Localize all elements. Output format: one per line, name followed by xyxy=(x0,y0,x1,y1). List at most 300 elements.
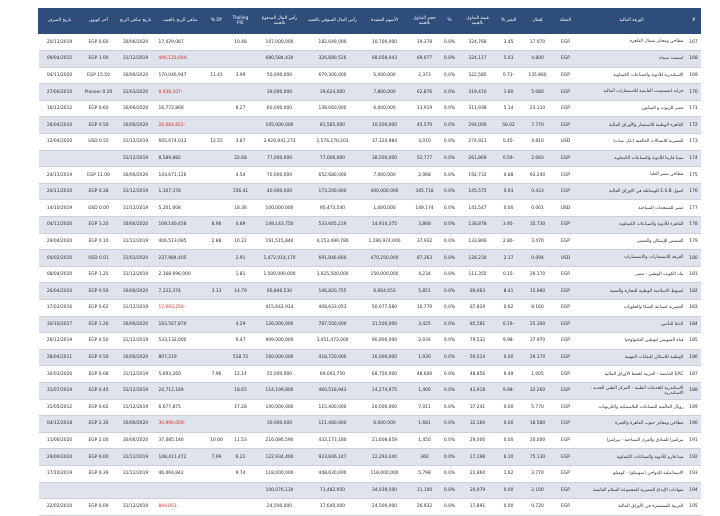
table-row[interactable] xyxy=(39,449,701,466)
security-name[interactable]: اصول E.S.B للوساطة في الاوراق المالية xyxy=(577,183,687,200)
currency-cell: EGP xyxy=(555,349,577,366)
profit-date-cell: 31/03/2020 xyxy=(117,250,155,267)
coupon-cell: EGP 1.25 xyxy=(81,266,117,283)
currency-cell: EGP xyxy=(555,51,577,68)
listed-shares-cell: 400,000,000 xyxy=(361,183,409,200)
row-index: 189 xyxy=(687,399,701,416)
listed-shares-cell: 90,900,000 xyxy=(361,333,409,350)
security-name[interactable]: العصرية لصناعة الشكا والحلويات xyxy=(577,300,687,317)
pe-cell: 18.36 xyxy=(227,200,255,217)
dividend-yield-cell xyxy=(207,499,227,516)
percent-cell: 0.0% xyxy=(441,183,459,200)
table-row[interactable] xyxy=(39,200,701,217)
paid-capital-cell: 107,000,000 xyxy=(255,34,305,51)
table-row[interactable] xyxy=(39,416,701,433)
net-profit-cell: 148,411,472 xyxy=(155,449,207,466)
coupon-date-cell: 08/04/2020 xyxy=(39,266,81,283)
currency-cell: EGP xyxy=(555,67,577,84)
security-name[interactable]: شهادات الإيداع المصرية للمجموعة السلام القابضة xyxy=(577,482,687,499)
profit-date-cell: 31/12/2019 xyxy=(117,465,155,482)
listed-shares-cell: 1,000,000 xyxy=(361,200,409,217)
coupon-date-cell: 11/06/2020 xyxy=(39,432,81,449)
currency-cell: EGP xyxy=(555,150,577,167)
percent-cell: 0.0% xyxy=(441,499,459,516)
header-dy[interactable]: DY % xyxy=(207,8,227,34)
paid-capital-cell: 2,920,941,273 xyxy=(255,134,305,151)
table-row[interactable] xyxy=(39,300,701,317)
table-row[interactable] xyxy=(39,382,701,399)
header-security[interactable]: الورقة المالية xyxy=(577,8,687,34)
pe-cell: 9.74 xyxy=(227,465,255,482)
change-cell: 0.00 xyxy=(497,432,521,449)
volume-cell: 87,363 xyxy=(409,250,441,267)
header-market-value[interactable]: رأس المال السوقي بالجنيه xyxy=(305,8,361,34)
security-name[interactable]: العرفة للاستثمارات والاستشارات xyxy=(577,250,687,267)
profit-date-cell: 31/12/2019 xyxy=(117,200,155,217)
row-index: 181 xyxy=(687,266,701,283)
coupon-date-cell: 24/11/2010 xyxy=(39,183,81,200)
volume-cell: 26,932 xyxy=(409,499,441,516)
net-profit-cell: -30,996,000 xyxy=(155,416,207,433)
coupon-cell: EGP 0.50 xyxy=(81,117,117,134)
change-cell: 5.03 xyxy=(497,51,521,68)
coupon-cell: USD 0.55 xyxy=(81,134,117,151)
market-cap-cell: 77,000,000 xyxy=(305,150,361,167)
table-row[interactable] xyxy=(39,333,701,350)
table-row[interactable] xyxy=(39,34,701,51)
row-index: 188 xyxy=(687,382,701,399)
pe-cell: 2.91 xyxy=(227,250,255,267)
trade-value-cell: 87,829 xyxy=(459,300,497,317)
security-name[interactable]: قناة السويس لتوطين التكنولوجيا xyxy=(577,333,687,350)
coupon-date-cell: 31/07/2019 xyxy=(39,382,81,399)
paid-capital-cell: 100,076,130 xyxy=(255,482,305,499)
security-name[interactable]: الدلتا للتأمين xyxy=(577,316,687,333)
change-cell: 3.45 xyxy=(497,34,521,51)
table-row[interactable] xyxy=(39,233,701,250)
header-currency[interactable]: العملة xyxy=(555,8,577,34)
stock-table-wrapper xyxy=(38,8,700,516)
table-row[interactable] xyxy=(39,482,701,499)
table-row[interactable] xyxy=(39,399,701,416)
profit-date-cell: 31/12/2019 xyxy=(117,449,155,466)
currency-cell: EGP xyxy=(555,266,577,283)
listed-shares-cell: 31,500,000 xyxy=(361,316,409,333)
dividend-yield-cell: 3.13 xyxy=(207,283,227,300)
market-cap-cell: 2,576,270,203 xyxy=(305,134,361,151)
profit-date-cell: 31/12/2019 xyxy=(117,150,155,167)
market-cap-cell: 3,925,500,000 xyxy=(305,266,361,283)
header-volume[interactable]: حجم التداول بالجنيه xyxy=(409,8,441,34)
percent-cell: 0.0% xyxy=(441,167,459,184)
trade-value-cell: 294,000 xyxy=(459,117,497,134)
profit-date-cell: 31/12/2019 xyxy=(117,233,155,250)
percent-cell: 0.0% xyxy=(441,34,459,51)
paid-capital-cell: 216,086,590 xyxy=(255,432,305,449)
change-cell: 5.14 xyxy=(497,100,521,117)
coupon-cell: EGP 0.10 xyxy=(81,233,117,250)
trade-value-cell: 27,198 xyxy=(459,449,497,466)
header-change[interactable]: التغير % xyxy=(497,8,521,34)
security-name[interactable]: رويال العالمية للصناعات البلاستيكية والكرتونات xyxy=(577,399,687,416)
volume-cell: 37,932 xyxy=(409,233,441,250)
currency-cell: USD xyxy=(555,200,577,217)
listed-shares-cell: 50,077,580 xyxy=(361,300,409,317)
listed-shares-cell: 68,750,000 xyxy=(361,366,409,383)
listed-shares-cell: 34,039,500 xyxy=(361,482,409,499)
net-profit-cell: 170,046,947 xyxy=(155,67,207,84)
percent-cell: 0.0% xyxy=(441,349,459,366)
currency-cell: EGP xyxy=(555,167,577,184)
change-cell: 0.00 xyxy=(497,200,521,217)
profit-date-cell: 31/12/2019 xyxy=(117,333,155,350)
trade-value-cell: 43,918 xyxy=(459,382,497,399)
trade-value-cell: 138,878 xyxy=(459,217,497,234)
volume-cell: 4,010 xyxy=(409,134,441,151)
table-row[interactable] xyxy=(39,499,701,516)
row-index: 193 xyxy=(687,465,701,482)
net-profit-cell: -26,084,822 xyxy=(155,117,207,134)
table-row[interactable] xyxy=(39,167,701,184)
percent-cell: 0.0% xyxy=(441,465,459,482)
change-cell: -9.98 xyxy=(497,333,521,350)
listed-shares-cell: 6,664,653 xyxy=(361,283,409,300)
listed-shares-cell: 12,293,440 xyxy=(361,449,409,466)
percent-cell: 0.0% xyxy=(441,283,459,300)
header-market-cap[interactable]: قيمة التداول بالجنيه xyxy=(459,8,497,34)
table-row[interactable] xyxy=(39,465,701,482)
security-name[interactable]: بنك الكويت الوطني - مصر xyxy=(577,266,687,283)
volume-cell: 5,851 xyxy=(409,283,441,300)
trade-value-cell: 324,117 xyxy=(459,51,497,68)
dividend-yield-cell xyxy=(207,333,227,350)
row-index: 192 xyxy=(687,449,701,466)
currency-cell: EGP xyxy=(555,416,577,433)
profit-date-cell: 31/12/2019 xyxy=(117,134,155,151)
security-name[interactable]: الوطنية للاسكان للنقابات المهنية xyxy=(577,349,687,366)
table-row[interactable] xyxy=(39,134,701,151)
pe-cell: 3.99 xyxy=(227,67,255,84)
close-price-cell: 26.170 xyxy=(521,349,555,366)
dividend-yield-cell: 8.96 xyxy=(207,217,227,234)
security-name[interactable]: العربية للسمسرة في الأوراق المالية xyxy=(577,499,687,516)
volume-cell: 1,450 xyxy=(409,432,441,449)
currency-cell: EGP xyxy=(555,499,577,516)
change-cell: 1.60 xyxy=(497,84,521,101)
change-cell: -3.95 xyxy=(497,217,521,234)
security-name[interactable]: الاسكندرية للأدوية والصناعات الكيماوية xyxy=(577,67,687,84)
security-name[interactable]: القاهرة الوطنية للاستثمار والأوراق المالية xyxy=(577,117,687,134)
market-cap-cell: 173,200,000 xyxy=(305,183,361,200)
header-idx[interactable]: # xyxy=(687,8,701,34)
coupon-date-cell: 04/12/2018 xyxy=(39,416,81,433)
trade-value-cell: 50,514 xyxy=(459,349,497,366)
table-row[interactable] xyxy=(39,349,701,366)
percent-cell: 0.0% xyxy=(441,482,459,499)
change-cell: 6.10 xyxy=(497,449,521,466)
net-profit-cell: 7,222,374 xyxy=(155,283,207,300)
paid-capital-cell: 40,000,000 xyxy=(255,183,305,200)
profit-date-cell: 30/06/2020 xyxy=(117,167,155,184)
security-name[interactable]: مطاحن ومخابز جنوب القاهرة والجيزة xyxy=(577,416,687,433)
trade-value-cell: 17,891 xyxy=(459,499,497,516)
profit-date-cell: 31/03/2020 xyxy=(117,84,155,101)
row-index: 175 xyxy=(687,167,701,184)
paid-capital-cell: 66,846,530 xyxy=(255,283,305,300)
percent-cell: 0.0% xyxy=(441,366,459,383)
security-name[interactable]: الشمس للإسكان والتعمير xyxy=(577,233,687,250)
table-row[interactable] xyxy=(39,150,701,167)
percent-cell: 0.0% xyxy=(441,416,459,433)
table-row[interactable] xyxy=(39,250,701,267)
paid-capital-cell: 160,000,000 xyxy=(255,349,305,366)
net-profit-cell: -8,938,107 xyxy=(155,84,207,101)
paid-capital-cell: 126,000,000 xyxy=(255,316,305,333)
net-profit-cell: 46,066,942 xyxy=(155,465,207,482)
close-price-cell: 2.100 xyxy=(521,482,555,499)
coupon-cell: EGP 0.08 xyxy=(81,366,117,383)
header-shares[interactable]: الأسهم المقيدة xyxy=(361,8,409,34)
volume-cell: 10,770 xyxy=(409,300,441,317)
volume-cell: 7,011 xyxy=(409,399,441,416)
trade-value-cell: 133,866 xyxy=(459,233,497,250)
row-index: 173 xyxy=(687,134,701,151)
close-price-cell: 32.260 xyxy=(521,382,555,399)
trade-value-cell: 324,768 xyxy=(459,34,497,51)
pe-cell: 6.22 xyxy=(227,449,255,466)
security-name[interactable]: اسمنت سيناء xyxy=(577,51,687,68)
dividend-yield-cell xyxy=(207,200,227,217)
row-index: 185 xyxy=(687,333,701,350)
table-row[interactable] xyxy=(39,84,701,101)
table-row[interactable] xyxy=(39,366,701,383)
trade-value-cell: 145,575 xyxy=(459,183,497,200)
coupon-cell: EGP 3.20 xyxy=(81,217,117,234)
currency-cell: EGP xyxy=(555,217,577,234)
security-name[interactable]: EAC القابضة - العربية لحفظ الأوراق المالية xyxy=(577,366,687,383)
trade-value-cell: 37,241 xyxy=(459,399,497,416)
volume-cell: 1,681 xyxy=(409,416,441,433)
percent-cell: 0.0% xyxy=(441,200,459,217)
table-row[interactable] xyxy=(39,117,701,134)
listed-shares-cell: 1,196,974,000 xyxy=(361,233,409,250)
change-cell: 0.00 xyxy=(497,399,521,416)
row-index: 178 xyxy=(687,217,701,234)
security-name[interactable]: بيراميزا للفنادق والقرى السياحية - بيراميزا xyxy=(577,432,687,449)
net-profit-cell: 8,589,882 xyxy=(155,150,207,167)
table-row[interactable] xyxy=(39,51,701,68)
pe-cell: 6.47 xyxy=(227,333,255,350)
market-cap-cell: 115,400,000 xyxy=(305,399,361,416)
paid-capital-cell: 100,000,000 xyxy=(255,200,305,217)
trade-value-cell: 85,581 xyxy=(459,316,497,333)
profit-date-cell xyxy=(117,482,155,499)
security-name[interactable]: مطاحن مصر العليا xyxy=(577,167,687,184)
market-cap-cell: 138,660,000 xyxy=(305,100,361,117)
header-pct[interactable]: % xyxy=(441,8,459,34)
paid-capital-cell: 60,000,000 xyxy=(255,100,305,117)
header-close[interactable]: إقفال xyxy=(521,8,555,34)
dividend-yield-cell: 7.96 xyxy=(207,366,227,383)
listed-shares-cell: 21,608,659 xyxy=(361,432,409,449)
pe-cell xyxy=(227,482,255,499)
close-price-cell: 20.000 xyxy=(521,432,555,449)
table-row[interactable] xyxy=(39,283,701,300)
row-index: 167 xyxy=(687,34,701,51)
row-index: 179 xyxy=(687,233,701,250)
trade-value-cell: 311,938 xyxy=(459,100,497,117)
security-name[interactable]: مصر للمنتجعات السياحية xyxy=(577,200,687,217)
table-row[interactable] xyxy=(39,67,701,84)
stock-table xyxy=(38,8,701,516)
volume-cell: 52,777 xyxy=(409,150,441,167)
header-net-profit[interactable]: صافي الربح بالجنيه xyxy=(155,8,207,34)
security-name[interactable]: الاسماعيلية للدواجن (سونيكو) - كومبلو xyxy=(577,465,687,482)
currency-cell: EGP xyxy=(555,283,577,300)
net-profit-cell: 37,485,146 xyxy=(155,432,207,449)
row-index: 169 xyxy=(687,67,701,84)
row-index: 183 xyxy=(687,300,701,317)
percent-cell: 0.0% xyxy=(441,316,459,333)
percent-cell: 0.0% xyxy=(441,51,459,68)
header-coupon[interactable]: آخر كوبون xyxy=(81,8,117,34)
market-cap-cell: 460,518,943 xyxy=(305,382,361,399)
pe-cell: 4.29 xyxy=(227,316,255,333)
dividend-yield-cell xyxy=(207,117,227,134)
table-row[interactable] xyxy=(39,266,701,283)
close-price-cell: 37.970 xyxy=(521,333,555,350)
change-cell: 6.49 xyxy=(497,366,521,383)
security-name[interactable]: الاسكندرية للخدمات الطبية - المركز الطبي الجديد - الاسكندرية xyxy=(577,382,687,399)
percent-cell: 0.0% xyxy=(441,432,459,449)
net-profit-cell: 109,140,458 xyxy=(155,217,207,234)
net-profit-cell: 665,674,013 xyxy=(155,134,207,151)
coupon-cell: EGP 2.00 xyxy=(81,432,117,449)
table-row[interactable] xyxy=(39,217,701,234)
paid-capital-cell: 55,000,000 xyxy=(255,366,305,383)
security-name[interactable]: مطاحن ومخابز شمال القاهرة xyxy=(577,34,687,51)
currency-cell: EGP xyxy=(555,84,577,101)
close-price-cell: 1.005 xyxy=(521,366,555,383)
market-cap-cell: 326,680,526 xyxy=(305,51,361,68)
coupon-cell: EGP 0.09 xyxy=(81,499,117,516)
dividend-yield-cell xyxy=(207,382,227,399)
listed-shares-cell: 470,250,000 xyxy=(361,250,409,267)
pe-cell: 11.53 xyxy=(227,432,255,449)
header-pe[interactable]: Trailing P/E xyxy=(227,8,255,34)
dividend-yield-cell xyxy=(207,51,227,68)
header-coupon-date[interactable]: تاريخ الصرف xyxy=(39,8,81,34)
trade-value-cell: 89,063 xyxy=(459,283,497,300)
security-name[interactable]: مينا فارم للأدوية والصناعات الكيماوية xyxy=(577,449,687,466)
coupon-date-cell: 26/04/2020 xyxy=(39,283,81,300)
volume-cell: 149,174 xyxy=(409,200,441,217)
volume-cell: 2,034 xyxy=(409,333,441,350)
market-cap-cell: 448,630,000 xyxy=(305,465,361,482)
listed-shares-cell: 24,500,000 xyxy=(361,499,409,516)
table-row[interactable] xyxy=(39,183,701,200)
change-cell: 0.00 xyxy=(497,482,521,499)
close-price-cell: 15.980 xyxy=(521,283,555,300)
currency-cell: EGP xyxy=(555,399,577,416)
trade-value-cell: 128,230 xyxy=(459,250,497,267)
net-profit-cell: 17,429,087 xyxy=(155,34,207,51)
listed-shares-cell: 37,324,984 xyxy=(361,134,409,151)
profit-date-cell: 30/06/2020 xyxy=(117,117,155,134)
security-name[interactable]: القاهرة للأدوية والصناعات الكيماوية xyxy=(577,217,687,234)
currency-cell: EGP xyxy=(555,300,577,317)
listed-shares-cell: 7,800,000 xyxy=(361,84,409,101)
pe-cell: 3.87 xyxy=(227,134,255,151)
table-row[interactable] xyxy=(39,316,701,333)
percent-cell: 0.0% xyxy=(441,67,459,84)
currency-cell: EGP xyxy=(555,34,577,51)
market-cap-cell: 408,633,053 xyxy=(305,300,361,317)
coupon-date-cell: 12/04/2020 xyxy=(39,134,81,151)
market-cap-cell: 679,300,000 xyxy=(305,67,361,84)
header-paid-capital[interactable]: رأس المال المدفوع بالجنيه xyxy=(255,8,305,34)
trade-value-cell: 29,000 xyxy=(459,432,497,449)
paid-capital-cell: 149,143,750 xyxy=(255,217,305,234)
currency-cell: EGP xyxy=(555,117,577,134)
header-date[interactable]: تاريخ صافي الربح xyxy=(117,8,155,34)
coupon-cell: EGP 0.38 xyxy=(81,183,117,200)
listed-shares-cell: 10,700,000 xyxy=(361,34,409,51)
listed-shares-cell: 5,000,000 xyxy=(361,67,409,84)
dividend-yield-cell xyxy=(207,465,227,482)
change-cell: 8.41 xyxy=(497,283,521,300)
coupon-cell: EGP 0.60 xyxy=(81,34,117,51)
volume-cell: 2,373 xyxy=(409,67,441,84)
trade-value-cell: 20,979 xyxy=(459,482,497,499)
table-row[interactable] xyxy=(39,100,701,117)
row-index: 184 xyxy=(687,316,701,333)
table-row[interactable] xyxy=(39,432,701,449)
currency-cell: EGP xyxy=(555,316,577,333)
change-cell: 0.00 xyxy=(497,499,521,516)
coupon-cell: EGP 15.50 xyxy=(81,67,117,84)
paid-capital-cell: 415,643,914 xyxy=(255,300,305,317)
trade-value-cell: 274,921 xyxy=(459,134,497,151)
trade-value-cell: 111,355 xyxy=(459,266,497,283)
coupon-date-cell: 16/12/2012 xyxy=(39,100,81,117)
dividend-yield-cell: 12.55 xyxy=(207,134,227,151)
currency-cell: USD xyxy=(555,134,577,151)
listed-shares-cell: 20,000,000 xyxy=(361,399,409,416)
security-name[interactable]: سينا فارما للأدوية والصناعات الكيماوية xyxy=(577,150,687,167)
net-profit-cell: 183,567,870 xyxy=(155,316,207,333)
market-cap-cell: 106,820,755 xyxy=(305,283,361,300)
coupon-date-cell: 22/02/2010 xyxy=(39,499,81,516)
coupon-date-cell: 17/10/2019 xyxy=(39,465,81,482)
currency-cell: EGP xyxy=(555,100,577,117)
net-profit-cell: 406,513,085 xyxy=(155,233,207,250)
volume-cell: 1,930 xyxy=(409,349,441,366)
change-cell: 0.00 xyxy=(497,349,521,366)
volume-cell: 48,600 xyxy=(409,366,441,383)
coupon-cell: USD 0.01 xyxy=(81,250,117,267)
percent-cell: 0.0% xyxy=(441,100,459,117)
security-name[interactable]: جراند انفستمنت القابضة للاستثمارات المالية xyxy=(577,84,687,101)
security-name[interactable]: مصر للزيوت و الصابون xyxy=(577,100,687,117)
net-profit-cell: 1,107,378 xyxy=(155,183,207,200)
dividend-yield-cell xyxy=(207,84,227,101)
row-index: 195 xyxy=(687,499,701,516)
pe-cell: 1.81 xyxy=(227,266,255,283)
coupon-date-cell: 20/11/2019 xyxy=(39,34,81,51)
security-name[interactable]: العصرية للاتصالات العالمية (نايل سات) xyxy=(577,134,687,151)
security-name[interactable]: اسيوط الاسلامية الوطنية للتجارة والتنمية xyxy=(577,283,687,300)
